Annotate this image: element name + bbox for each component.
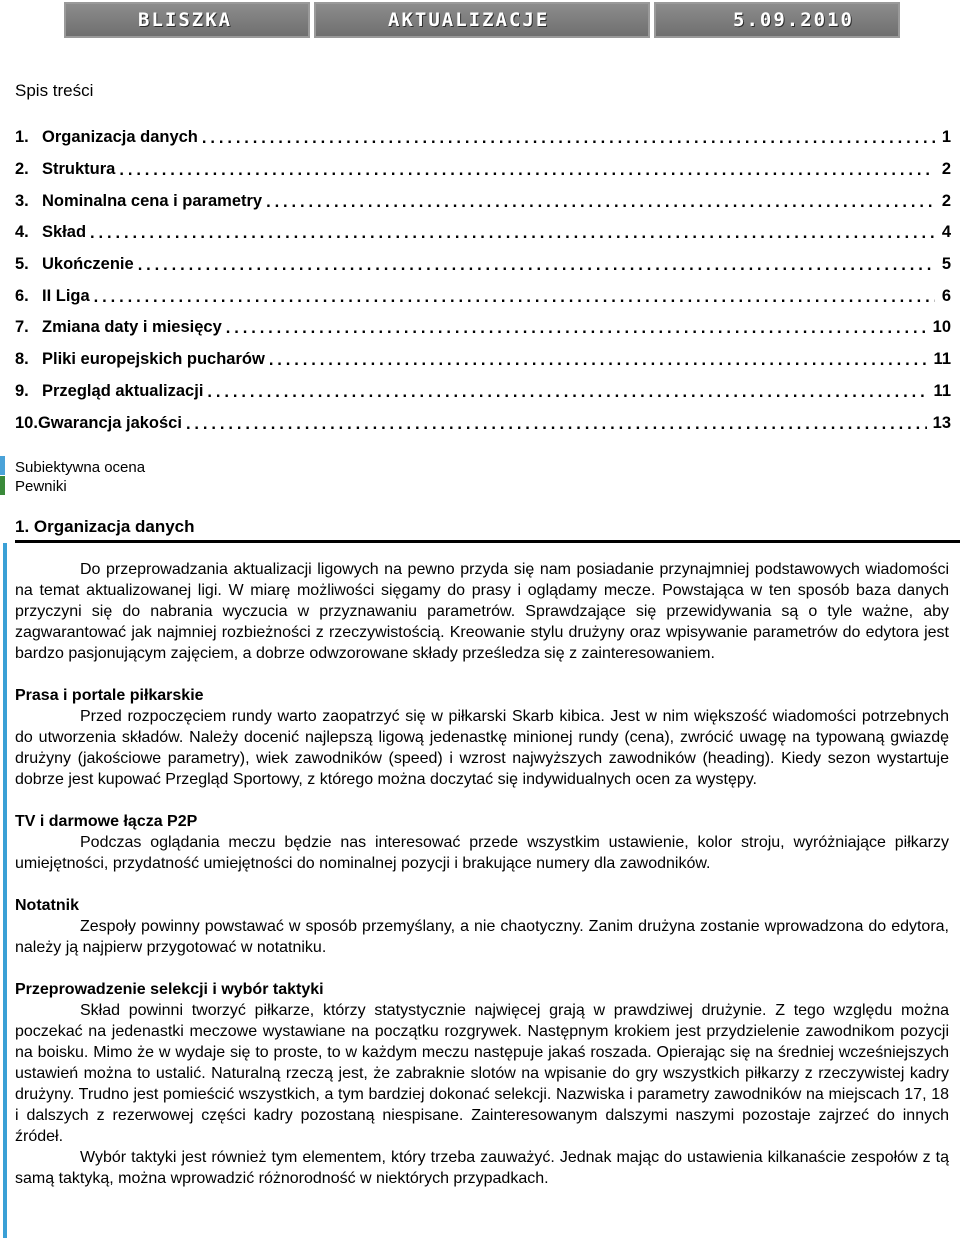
toc-item-label: Przegląd aktualizacji <box>42 381 204 400</box>
toc-item-label: Skład <box>42 223 87 242</box>
toc-item-page: 6 <box>941 286 951 305</box>
toc-item-number: 10. <box>15 413 38 432</box>
legend <box>15 458 145 496</box>
subjective-marker-bar <box>0 456 5 475</box>
subjective-margin-bar <box>3 543 7 1238</box>
toc-leader-dots <box>269 351 928 370</box>
table-of-contents <box>15 122 951 439</box>
toc-leader-dots <box>94 288 935 307</box>
header-banner <box>64 0 900 40</box>
toc-item-page: 2 <box>941 191 951 210</box>
toc-item-label: Ukończenie <box>42 255 134 274</box>
toc-item-label: Struktura <box>42 160 116 179</box>
toc-item[interactable] <box>15 312 951 344</box>
toc-item-number: 8. <box>15 350 29 369</box>
toc-leader-dots <box>90 224 935 243</box>
toc-item-number: 2. <box>15 160 29 179</box>
toc-leader-dots <box>202 129 935 148</box>
toc-leader-dots <box>207 383 927 402</box>
toc-item-number: 3. <box>15 191 29 210</box>
section-divider <box>15 540 960 543</box>
toc-item[interactable] <box>15 344 951 376</box>
toc-item-page: 10 <box>932 318 951 337</box>
toc-item-page: 13 <box>932 413 951 432</box>
subsection-heading: TV i darmowe łącza P2P <box>15 813 198 830</box>
toc-item-number: 7. <box>15 318 29 337</box>
toc-item[interactable] <box>15 249 951 281</box>
toc-item-label: Zmiana daty i miesięcy <box>42 318 222 337</box>
toc-item-number: 1. <box>15 128 29 147</box>
section-title: 1. Organizacja danych <box>15 517 195 536</box>
section-content <box>15 559 949 1189</box>
toc-item-label: Nominalna cena i parametry <box>42 191 263 210</box>
header-left-label: BLISZKA <box>64 2 310 38</box>
toc-item[interactable] <box>15 217 951 249</box>
subsection-paragraph: Wybór taktyki jest również tym elementem, który trzeba zauważyć. Jednak mając do ustawienia kilkanaście zespołów z tą samą taktyką, można wprowadzić różnorodność w niektórych przypadkach. <box>15 1149 949 1187</box>
toc-item-page: 1 <box>941 128 951 147</box>
toc-item-label: Pliki europejskich pucharów <box>42 350 265 369</box>
toc-item-label: Gwarancja jakości <box>37 413 182 432</box>
toc-item-page: 4 <box>941 223 951 242</box>
toc-item-page: 11 <box>933 381 951 400</box>
toc-item-label: Organizacja danych <box>42 128 198 147</box>
toc-item[interactable] <box>15 407 951 439</box>
toc-leader-dots <box>186 415 927 434</box>
subsection-heading: Notatnik <box>15 897 79 914</box>
toc-title: Spis treści <box>15 81 94 100</box>
toc-item-number: 9. <box>15 381 29 400</box>
toc-item[interactable] <box>15 122 951 154</box>
toc-item-number: 4. <box>15 223 29 242</box>
subsection-paragraph: Zespoły powinny powstawać w sposób przemyślany, a nie chaotyczny. Zanim drużyna zostanie wprowadzona do edytora, należy ją najpierw przygotować w notatniku. <box>15 918 949 956</box>
toc-item[interactable] <box>15 376 951 408</box>
legend-certain-label: Pewniki <box>15 478 67 495</box>
toc-leader-dots <box>119 161 935 180</box>
legend-subjective-label: Subiektywna ocena <box>15 459 146 476</box>
header-date-label: 5.09.2010 <box>654 2 900 38</box>
toc-item-number: 5. <box>15 255 29 274</box>
toc-leader-dots <box>226 319 927 338</box>
toc-item[interactable] <box>15 185 951 217</box>
toc-item[interactable] <box>15 280 951 312</box>
toc-leader-dots <box>138 256 935 275</box>
subsection-heading: Przeprowadzenie selekcji i wybór taktyki <box>15 981 324 998</box>
toc-item-page: 5 <box>941 255 951 274</box>
toc-leader-dots <box>266 193 935 212</box>
toc-item-page: 11 <box>933 350 951 369</box>
subsection-paragraph: Przed rozpoczęciem rundy warto zaopatrzyć się w piłkarski Skarb kibica. Jest w nim większość wiadomości potrzebnych do utworzenia składów. Należy docenić najlepszą ligową jedenastkę minionej rundy (cena), zwrócić uwagę na typowaną gwiazdę drużyny (jakościowe parametry), wiek zawodników (speed) i wzrost najwyższych zawodników (heading). Kiedy sezon wystartuje dobrze jest kupować Przegląd Sportowy, z którego można doczytać się indywidualnych ocen za występy. <box>15 708 949 788</box>
certain-marker-bar <box>0 476 5 495</box>
intro-paragraph: Do przeprowadzania aktualizacji ligowych na pewno przyda się nam posiadanie przynajmniej podstawowych wiadomości na temat aktualizowanej ligi. W miarę możliwości sięgamy do prasy i oglądamy mecze. Powstająca w ten sposób baza danych przyczyni się do nabrania wyczucia w przyznawaniu parametrów. Sprawdzające się przewidywania są o tyle ważne, aby zagwarantować jak najmniej rozbieżności z rzeczywistością. Kreowanie stylu drużyny oraz wpisywanie parametrów do edytora jest bardzo pasjonującym zajęciem, a dobrze odwzorowane składy prześledza się z zainteresowaniem. <box>15 561 949 662</box>
toc-item-page: 2 <box>941 160 951 179</box>
toc-item-label: II Liga <box>42 286 90 305</box>
subsection-heading: Prasa i portale piłkarskie <box>15 687 204 704</box>
toc-item-number: 6. <box>15 286 29 305</box>
header-center-label: AKTUALIZACJE <box>314 2 650 38</box>
subsection-paragraph: Podczas oglądania meczu będzie nas interesować przede wszystkim ustawienie, kolor stroju, wyróżniające piłkarzy umiejętności, przydatność umiejętności do nominalnej pozycji i brakujące numery dla zawodników. <box>15 834 949 872</box>
toc-item[interactable] <box>15 154 951 186</box>
subsection-paragraph: Skład powinni tworzyć piłkarze, którzy statystycznie najwięcej grają w prawdziwej drużynie. Z tego względu można poczekać na jedenastki meczowe wystawiane na początku rozgrywek. Następnym krokiem jest przydzielenie zawodnikom pozycji na boisku. Mimo że w wydaje się to proste, to w każdym meczu następuje jakaś roszada. Opierając się na średniej wcześniejszych ustawień można to ustalić. Naturalną rzeczą jest, że zabraknie slotów na wpisanie do gry wszystkich piłkarzy z rzeczywistej kadry drużyny. Trudno jest pomieścić wszystkich, a tym bardziej dokonać selekcji. Nazwiska i parametry zawodników na miejscach 17, 18 i dalszych z rezerwowej części kadry pozostaną niespisane. Zainteresowanym dalszymi naszymi pozostaje zajrzeć do innych źródeł. <box>15 1002 949 1145</box>
